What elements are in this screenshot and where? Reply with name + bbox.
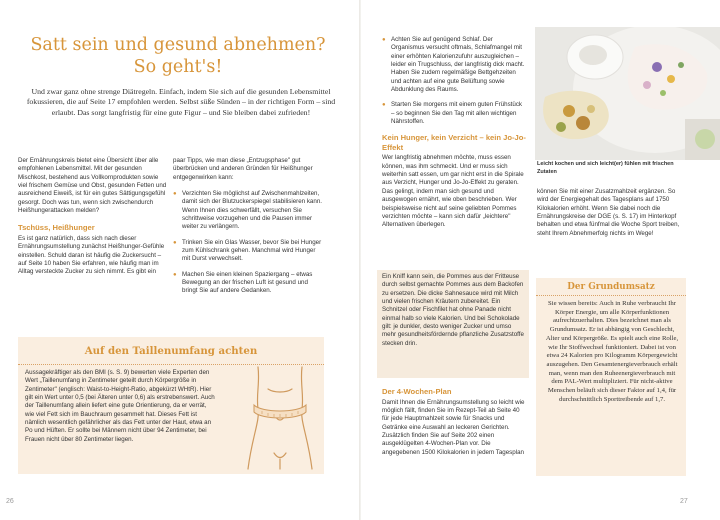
title-line-1: Satt sein und gesund abnehmen? [30, 35, 326, 55]
right-column-2 [537, 188, 683, 246]
subheading-heisshunger: Tschüss, Heißhunger [18, 223, 95, 233]
tip-bullet [382, 36, 527, 94]
highlight-box-fries [377, 270, 529, 378]
right-column-1-bottom [382, 382, 527, 457]
highlight-box-text: Ein Kniff kann sein, die Pommes aus der Fritteuse durch selbst gemachte Pommes aus dem Backofen zu ersetzen. Die dicke Sahnesauce wird mit Milch und vielen frischen Kräutern zubereitet. Ein Schnitzel oder Fischfilet hat ohne Panade nicht einmal halb so viele Kalorien. Und bei Schokolade gilt: je dunkler, desto weniger Zucker und umso mehr gesundheitsfördernde pflanzliche Zusatzstoffe stecken drin. [382, 273, 524, 347]
food-photo [535, 27, 720, 160]
subheading-4-wochen-plan: Der 4-Wochen-Plan [382, 387, 452, 396]
left-column-1 [18, 157, 168, 285]
info-box-waist [18, 337, 324, 474]
paragraph: Wer langfristig abnehmen möchte, muss essen können, was ihm schmeckt. Und er muss sich weiterhin satt essen, um gar nicht erst in die Spirale aus Verzicht, Hunger und Jo-Jo-Effekt zu geraten. Das gelingt, indem man sich gesund und ausgewogen ernährt, wie oben beschrieben. Wer beispielsweise nicht auf seine geliebten Pommes verzichten möchte – kann sich dafür „leichtere" Alternativen überlegen. [382, 154, 524, 229]
bullet-icon: ● [173, 271, 177, 278]
tip-bullet [173, 271, 323, 296]
title-line-2: So geht's! [133, 57, 223, 77]
bullet-icon: ● [382, 102, 386, 109]
info-box-title: Auf den Taillenumfang achten [18, 337, 324, 365]
book-spine [359, 0, 361, 520]
tip-text: Machen Sie einen kleinen Spaziergang – etwas Bewegung an der frischen Luft ist gesund und bringt Sie auf andere Gedanken. [182, 270, 313, 295]
page-number: 27 [680, 498, 688, 505]
bullet-icon: ● [173, 191, 177, 198]
food-photo-image [535, 27, 720, 160]
photo-caption: Leicht kochen und sich leicht(er) fühlen mit frischen Zutaten [537, 161, 674, 175]
right-column-1 [382, 36, 527, 238]
waist-measure-illustration [238, 365, 322, 471]
bullet-icon: ● [173, 239, 177, 246]
paragraph: Damit Ihnen die Ernährungsumstellung so leicht wie möglich fällt, finden Sie im Rezept-Teil ab Seite 40 für jede Hauptmahlzeit sowie für Snacks und Getränke eine Auswahl an leckeren Gerichten. Zusätzlich finden Sie auf Seite 202 einen ausgeklügelten 4-Wochen-Plan vor. Die angegebenen 1500 Kilokalorien in jedem Tagesplan [382, 398, 525, 456]
paragraph: paar Tipps, wie man diese „Entzugsphase" gut überbrücken und anderen Gründen für Heißhunger entgegenwirken kann: [173, 157, 313, 181]
tip-bullet [382, 101, 527, 126]
page-title [18, 34, 338, 78]
tip-text: Starten Sie morgens mit einem guten Frühstück – so beginnen Sie den Tag mit allen wichtigen Nährstoffen. [391, 101, 523, 126]
tip-bullet [173, 190, 323, 232]
tip-text: Achten Sie auf genügend Schlaf. Der Organismus versucht oftmals, Schlafmangel mit einer erhöhten Kalorienzufuhr auszugleichen – leider ein Trugschluss, der langfristig dick macht. Haben Sie zudem regelmäßige Bettgehzeiten und achten auf eine gute Belüftung sowie Abdunklung des Raums. [391, 36, 525, 94]
tip-text: Trinken Sie ein Glas Wasser, bevor Sie bei Hunger zum Kühlschrank gehen. Manchmal wird Hunger mit Durst verwechselt. [182, 238, 322, 263]
page-number: 26 [6, 498, 14, 505]
intro-paragraph: Und zwar ganz ohne strenge Diätregeln. Einfach, indem Sie sich auf die gesunden Lebensmittel fokussieren, die auf Seite 17 empfohlen werden. Selbst süße Sünden – in der richtigen Form – sind erlaubt. Das sorgt langfristig für eine gute Figur – und Sie bleiben dabei zufrieden! [26, 87, 336, 117]
info-box-text: Aussagekräftiger als den BMI (s. S. 9) bewerten viele Experten den Wert „Taillenumfang in Zentimeter geteilt durch Körpergröße in Zentimeter" (englisch: Waist-to-Height-Ratio, abgekürzt WHtR). Hier gilt ein Wert unter 0,5 (bei Älteren unter 0,6) als erstrebenswert. Auch der Taillenumfang allein liefert eine gute Orientierung, da er verrät, wie viel Fett sich im Bauchraum gesammelt hat. Dieses Fett ist nämlich wesentlich gefährlicher als das Fett unter der Haut, etwa an Po und Hüften. Er sollte bei Männern nicht über 94 Zentimeter, bei Frauen nicht über 80 Zentimeter liegen. [25, 369, 215, 443]
tip-bullet [173, 239, 323, 264]
tip-text: Verzichten Sie möglichst auf Zwischenmahlzeiten, damit sich der Blutzuckerspiegel stabilisieren kann. Wenn Ihnen dies schwerfällt, versuchen Sie schrittweise vorzugehen und die Pausen immer weiter zu verlängern. [182, 190, 322, 231]
info-box-grundumsatz [536, 278, 686, 476]
bullet-icon: ● [382, 37, 386, 43]
subheading-kein-hunger: Kein Hunger, kein Verzicht – kein Jo-Jo-Effekt [382, 133, 526, 152]
info-box-title: Der Grundumsatz [536, 278, 686, 296]
paragraph: können Sie mit einer Zusatzmahlzeit ergänzen. So wird der Energiegehalt des Tagesplans auf 1750 Kilokalorien erhöht. Wenn Sie dabei noch die Ernährungskreise der DGE (s. S. 17) im Hinterkopf behalten und etwa fünfmal die Woche Sport treiben, steht Ihrem Abnehmerfolg nichts im Wege! [537, 188, 680, 237]
info-box-text: Sie wissen bereits: Auch in Ruhe verbraucht Ihr Körper Energie, um alle Körperfunktionen aufrechtzuerhalten. Dies bezeichnet man als Grundumsatz. Er ist abhängig von Geschlecht, Alter und Körpergröße. Es spielt auch eine Rolle, wie Ihr Stoffwechsel funktioniert. Dabei ist von etwa 24 Kalorien pro Kilogramm Körpergewicht auszugehen. Den Gesamtenergieverbrauch erhält man, wenn man den Ruheenergieverbrauch mit dem PAL-Wert multipliziert. Für nicht-aktive Menschen beläuft sich dieser Faktor auf 1,4, für durchschnittlich Sporttreibende auf 1,7. [545, 300, 679, 403]
paragraph: Es ist ganz natürlich, dass sich nach dieser Ernährungsumstellung zunächst Heißhunger-Gefühle einstellen. Schuld daran ist häufig die Zuckersucht – auf Seite 10 haben Sie erfahren, wie häufig man im Alltag versteckte Zucker zu sich nimmt. Es gibt ein [18, 234, 165, 276]
paragraph: Der Ernährungskreis bietet eine Übersicht über alle empfohlenen Lebensmittel. Mit der gesunden Mischkost, bestehend aus Vollkornprodukten sowie viel frischem Gemüse und Obst, gesunden Fetten und ausreichend Eiweiß, ist für ein gutes Sättigungsgefühl gesorgt. Doch was tun, wenn sich zwischendurch Heißhungerattacken melden? [18, 157, 167, 215]
left-column-2 [173, 157, 323, 303]
